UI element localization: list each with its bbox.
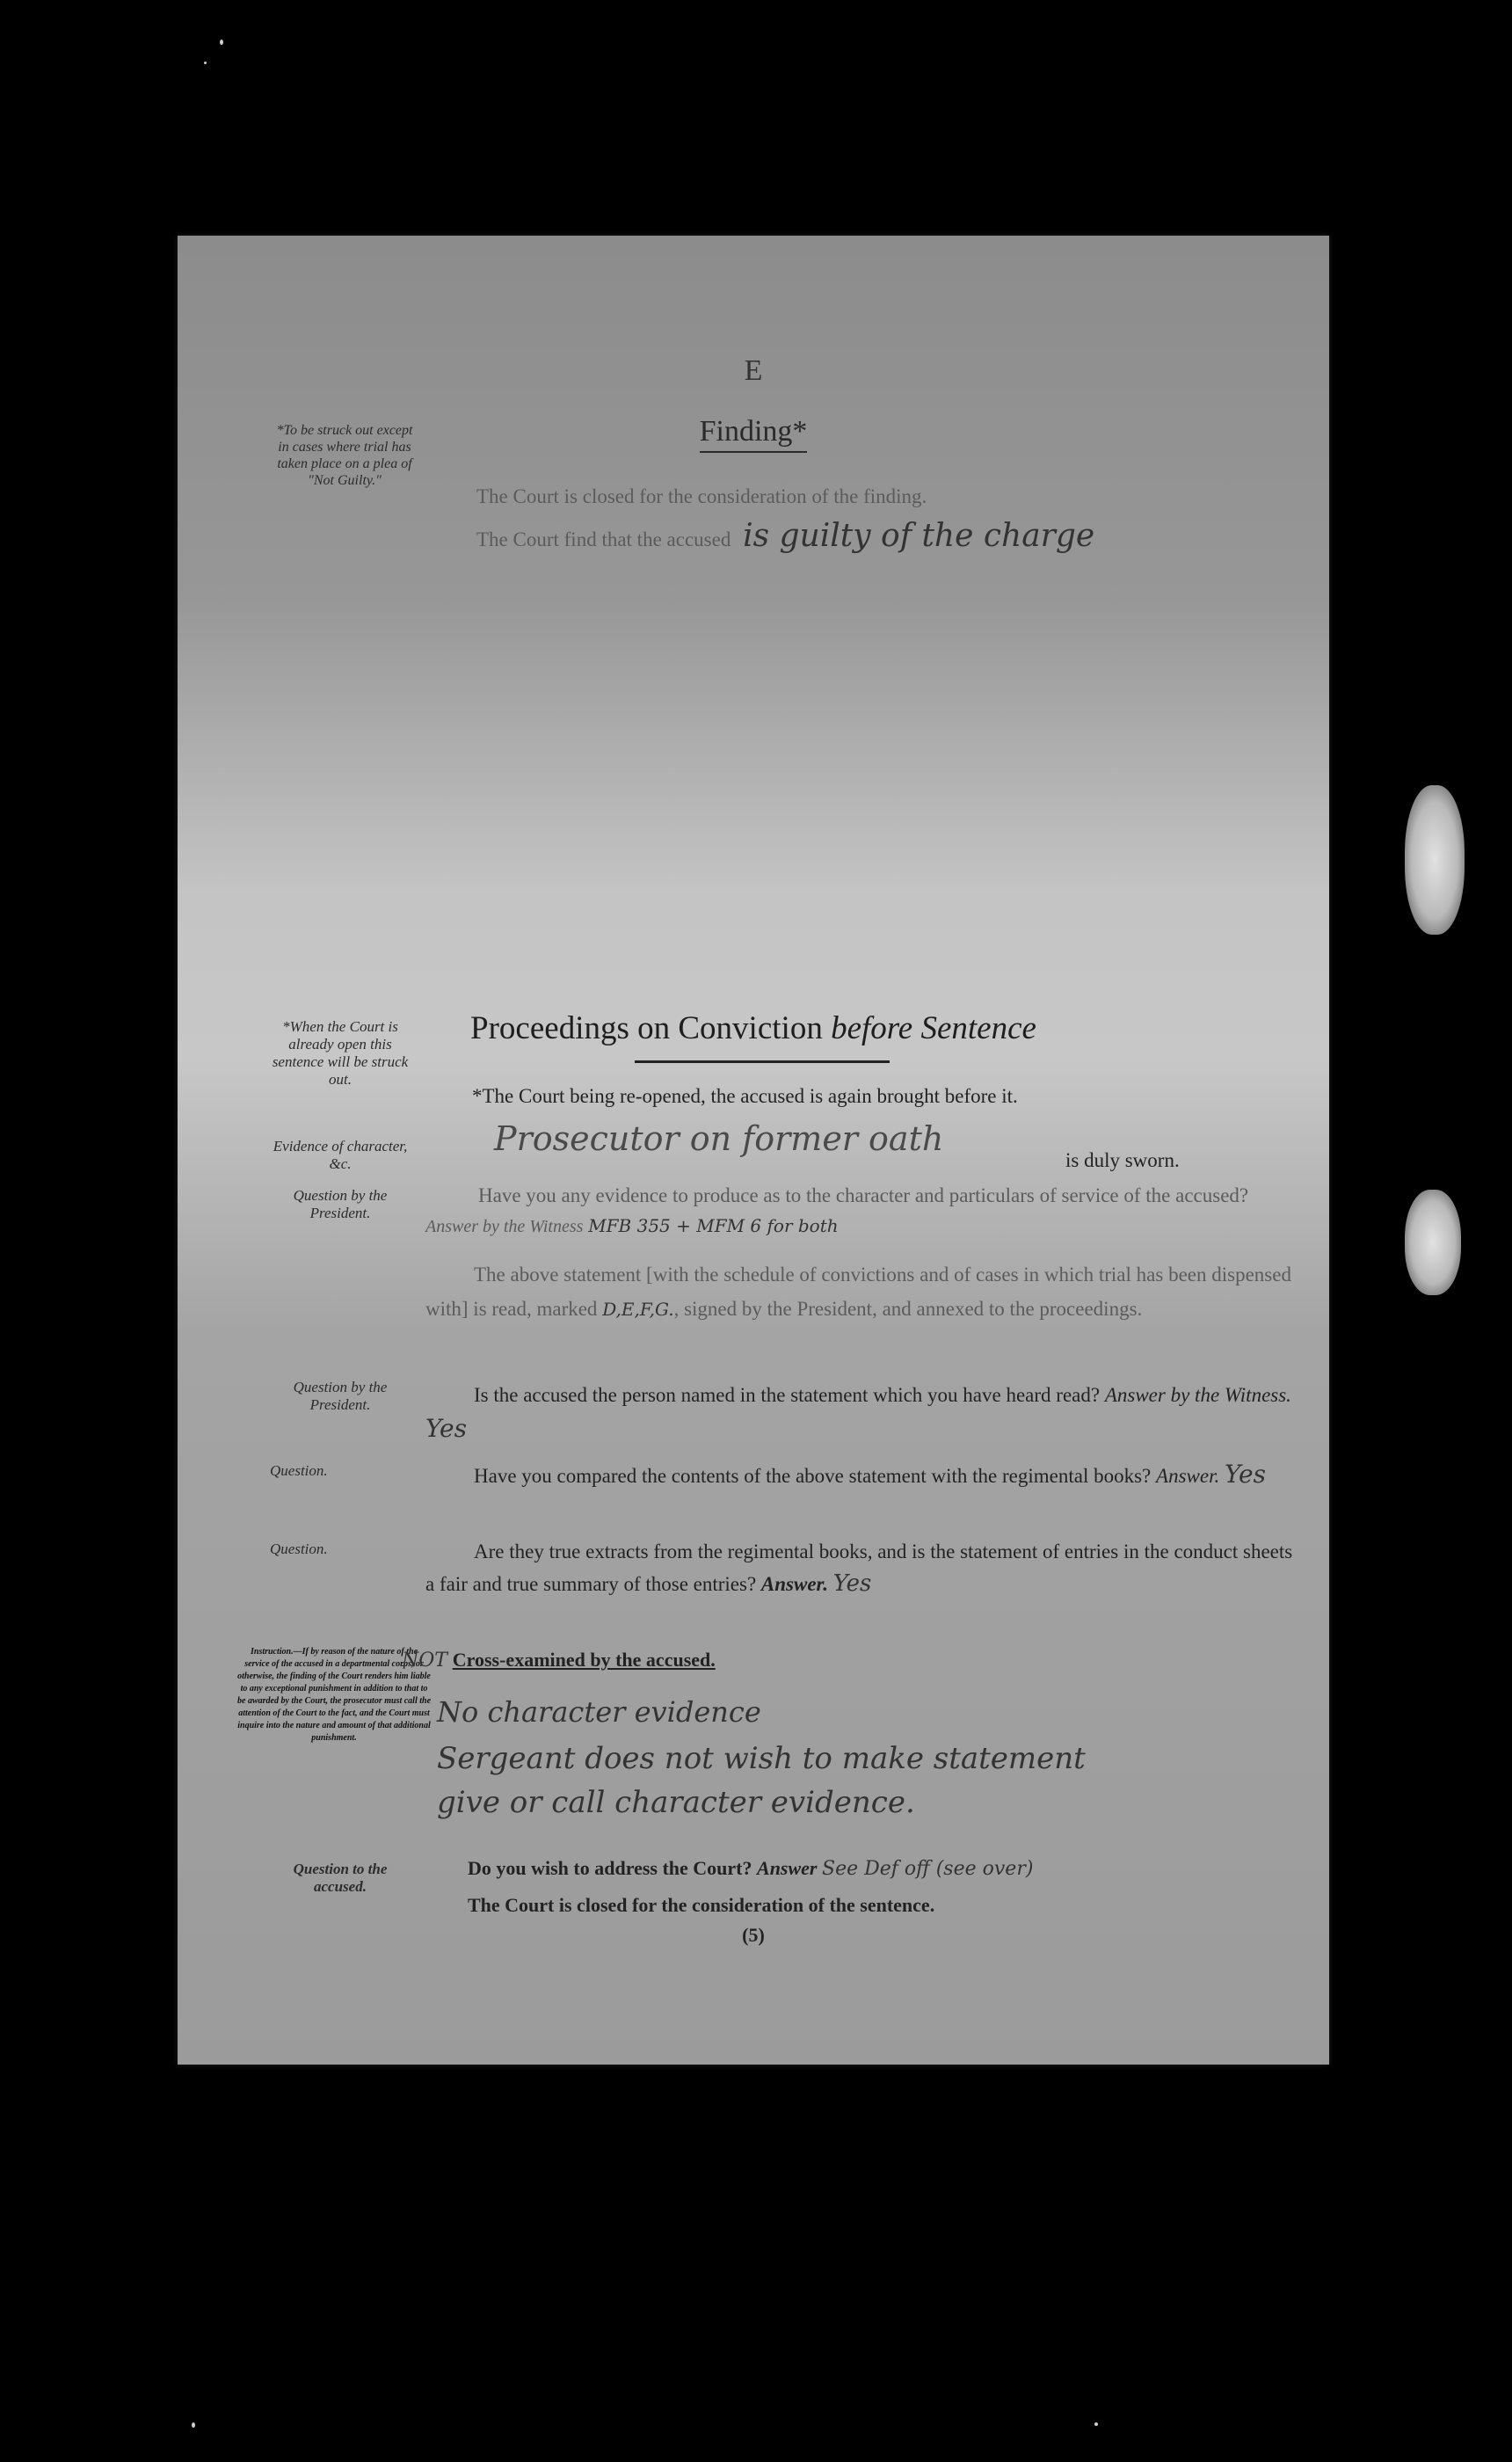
q2-margin: Question by the President.	[293, 1379, 388, 1413]
finding-margin-note: *To be struck out except in cases where trial has taken place on a plea of "Not Guilty."	[276, 423, 413, 488]
sworn-line: is duly sworn.	[1065, 1149, 1180, 1171]
statement-text-before: The above statement [with the schedule of convictions and of cases in which trial has been dispensed with] is read, marked	[425, 1264, 1291, 1320]
statement-mark-handwritten: D,E,F,G.	[602, 1299, 674, 1320]
q1-margin: Question by the President.	[293, 1187, 388, 1221]
proceedings-heading-regular: Proceedings on Conviction	[470, 1010, 832, 1046]
q1-answer-handwritten: MFB 355 + MFM 6 for both	[588, 1215, 839, 1236]
finding-line-verdict	[476, 518, 1312, 555]
finding-heading-text: Finding*	[700, 415, 808, 453]
cross-examined-text: Cross-examined by the accused.	[452, 1649, 716, 1671]
proceedings-heading-italic: before Sentence	[831, 1010, 1036, 1046]
film-speck	[220, 40, 223, 45]
film-speck	[1094, 2422, 1098, 2426]
handwritten-note-3: give or call character evidence.	[437, 1785, 915, 1820]
q2-text: Is the accused the person named in the statement which you have heard read?	[474, 1384, 1101, 1406]
closing-line: The Court is closed for the consideration of the sentence.	[468, 1894, 935, 1916]
q4-block	[425, 1535, 1305, 1600]
q3-answer-label: Answer.	[1156, 1465, 1220, 1487]
film-reflection	[1405, 785, 1465, 935]
q5-text: Do you wish to address the Court?	[468, 1857, 752, 1879]
instruction-note: Instruction.—If by reason of the nature of the service of the accused in a departmental corps, or otherwise, the finding of the Court renders him liable to any exceptional punishment in addition to that to be awarded by the Court, the prosecutor must call the attention of the Court to the fact, and the Court must inquire into the nature and amount of that additional punishment.	[237, 1647, 432, 1743]
q4-answer-label: Answer.	[760, 1573, 828, 1595]
q2-answer-handwritten: Yes	[425, 1414, 467, 1443]
handwritten-note-1: No character evidence	[437, 1695, 761, 1729]
document-page	[178, 236, 1329, 2065]
reopen-margin-note: *When the Court is already open this sentence will be struck out.	[272, 1018, 409, 1088]
q4-text: Are they true extracts from the regimental books, and is the statement of entries in the conduct sheets a fair and true summary of those entries?	[425, 1541, 1293, 1595]
finding-line-closed: The Court is closed for the consideration of the finding.	[476, 485, 927, 507]
q3-answer-handwritten: Yes	[1224, 1460, 1266, 1489]
reopened-line: *The Court being re-opened, the accused is again brought before it.	[472, 1085, 1018, 1107]
q4-margin: Question.	[270, 1541, 328, 1557]
evidence-margin-note: Evidence of character, &c.	[273, 1138, 408, 1172]
q1-answer-label: Answer by the Witness	[425, 1217, 584, 1236]
proceedings-heading-rule	[635, 1060, 890, 1063]
film-speck	[192, 2422, 195, 2428]
q5-line	[468, 1854, 1320, 1884]
cross-examined-line	[402, 1645, 1017, 1676]
section-letter: E	[744, 354, 763, 387]
film-speck	[204, 62, 207, 64]
q5-answer-handwritten: See Def off (see over)	[822, 1858, 1034, 1880]
q3-block	[425, 1458, 1305, 1493]
finding-verdict-printed: The Court find that the accused	[476, 528, 731, 550]
film-reflection	[1405, 1190, 1461, 1295]
q5-answer-label: Answer	[757, 1857, 818, 1879]
q3-text: Have you compared the contents of the above statement with the regimental books?	[474, 1465, 1152, 1487]
not-handwritten: NOT	[402, 1650, 447, 1672]
q1-text: Have you any evidence to produce as to the character and particulars of service of the accused?	[478, 1184, 1249, 1206]
q5-margin: Question to the accused.	[293, 1861, 388, 1895]
q4-answer-handwritten: Yes	[832, 1570, 872, 1597]
q3-margin: Question.	[270, 1462, 328, 1479]
witness-handwritten: Prosecutor on former oath	[494, 1119, 944, 1158]
q1-block	[425, 1181, 1305, 1242]
statement-paragraph	[425, 1257, 1305, 1327]
finding-verdict-handwritten: is guilty of the charge	[743, 518, 1095, 554]
q2-answer-label: Answer by the Witness.	[1104, 1384, 1291, 1406]
statement-text-after: , signed by the President, and annexed to the proceedings.	[673, 1298, 1143, 1320]
page-number: (5)	[742, 1924, 765, 1946]
handwritten-note-2: Sergeant does not wish to make statement	[437, 1741, 1086, 1776]
q2-block	[425, 1379, 1305, 1447]
